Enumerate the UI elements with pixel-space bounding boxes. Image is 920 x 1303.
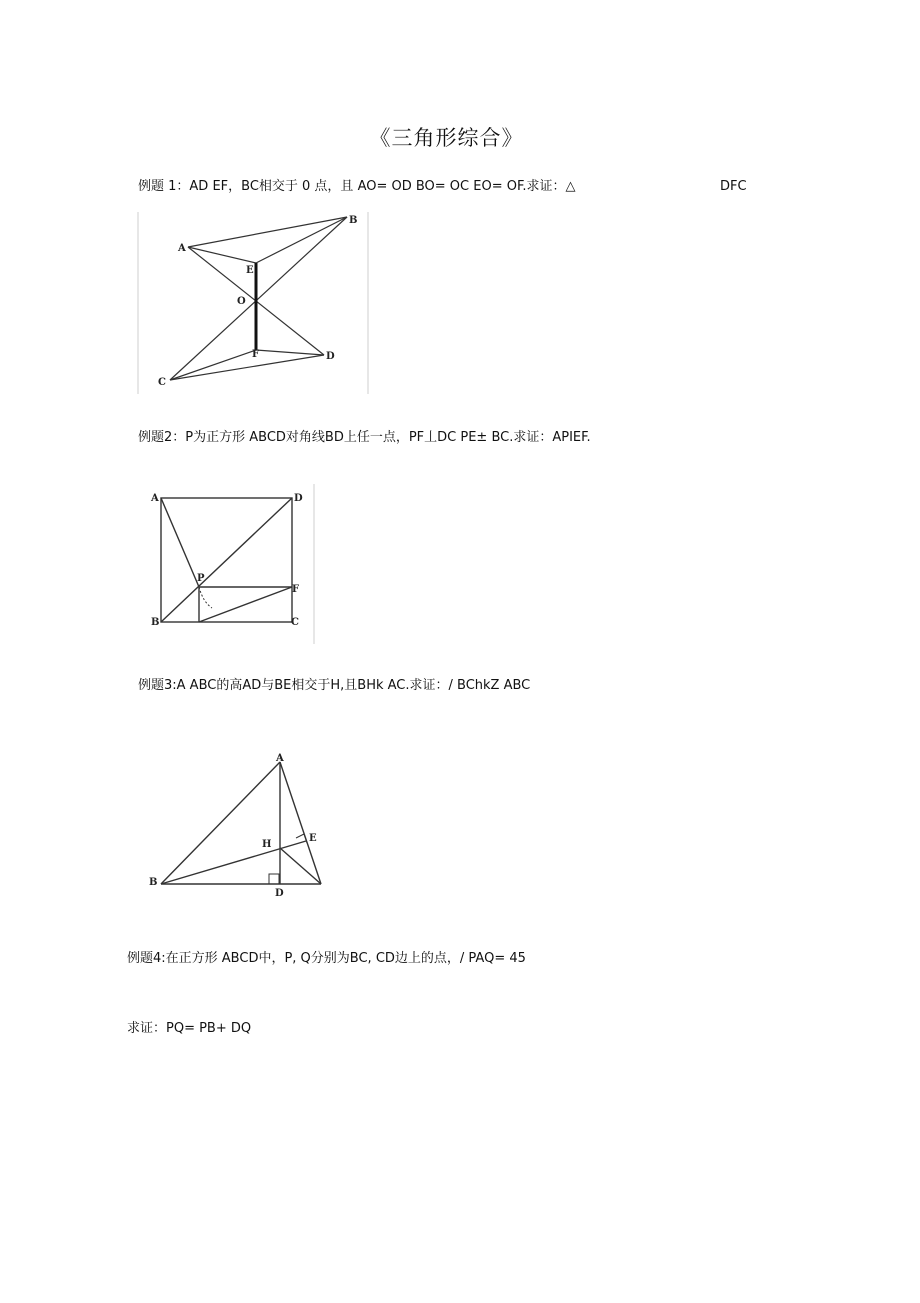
fig1-label-A: A [178, 243, 186, 254]
fig1-line-FD [256, 350, 324, 355]
example-1-trailing: DFC [720, 179, 747, 194]
fig3-label-D: D [275, 888, 284, 899]
fig2-line-AP [161, 498, 199, 587]
fig2-label-B: B [151, 617, 160, 628]
fig1-line-CF [170, 350, 256, 380]
fig1-line-EB [256, 217, 347, 263]
fig2-line-BD [161, 498, 292, 622]
fig3-right-angle-D [269, 874, 279, 884]
figure-2 [146, 484, 316, 644]
fig2-label-D: D [294, 493, 303, 504]
fig2-line-EF [199, 587, 292, 622]
fig1-label-B: B [349, 215, 358, 226]
example-1-text: 例题 1：AD EF，BC相交于 0 点，且 AO= OD BO= OC EO= OF.求证：△ [138, 179, 576, 194]
fig1-label-E: E [246, 265, 254, 276]
fig2-extension-dashed [199, 587, 212, 608]
example-4-text: 例题4:在正方形 ABCD中，P, Q分别为BC, CD边上的点，/ PAQ= 45 [127, 951, 526, 966]
fig1-label-O: O [237, 296, 246, 307]
fig2-label-A: A [151, 493, 159, 504]
fig3-label-H: H [262, 839, 272, 850]
fig2-label-F: F [292, 584, 300, 595]
fig1-line-AB [188, 217, 347, 247]
fig1-label-D: D [326, 351, 335, 362]
fig3-label-E: E [309, 833, 317, 844]
fig3-label-A: A [276, 753, 284, 764]
figure-1 [137, 212, 369, 394]
fig1-label-C: C [158, 377, 166, 388]
fig2-label-P: P [197, 573, 205, 584]
fig3-label-B: B [149, 877, 158, 888]
figure-3 [145, 750, 330, 900]
example-2-text: 例题2：P为正方形 ABCD对角线BD上任一点，PF丄DC PE± BC.求证：APIEF. [138, 430, 591, 445]
fig1-label-F: F [252, 349, 260, 360]
page-title: 《三角形综合》 [369, 126, 524, 150]
fig2-label-C: C [291, 617, 299, 628]
example-4-proof: 求证：PQ= PB+ DQ [127, 1021, 252, 1036]
example-3-text: 例题3:A ABC的高AD与BE相交于H,且BHk AC.求证：/ BChkZ ABC [138, 678, 531, 693]
